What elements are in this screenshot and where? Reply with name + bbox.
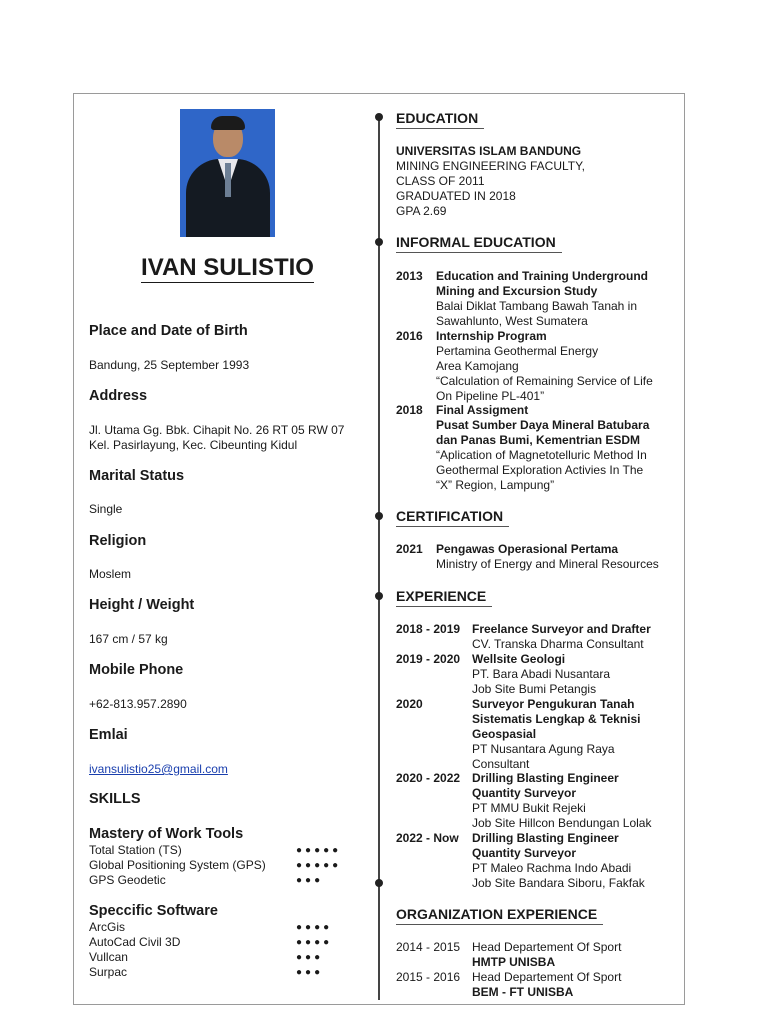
- candidate-name: IVAN SULISTIO: [141, 254, 314, 281]
- informal-title-line: Internship Program: [436, 329, 547, 343]
- experience-detail-line: Job Site Bumi Petangis: [472, 682, 597, 696]
- timeline-dot: [375, 113, 383, 121]
- informal-detail-line: Pertamina Geothermal Energy: [436, 344, 599, 358]
- timeline-dot: [375, 512, 383, 520]
- experience-period: 2022 - Now: [396, 831, 459, 845]
- informal-detail-line: Sawahlunto, West Sumatera: [436, 314, 588, 328]
- software-rating: ●●●●: [296, 922, 333, 933]
- experience-title-line: Sistematis Lengkap & Teknisi: [472, 712, 641, 726]
- birth-value: Bandung, 25 September 1993: [89, 358, 250, 372]
- organization-period: 2014 - 2015: [396, 940, 461, 954]
- certification-heading: CERTIFICATION: [396, 508, 509, 527]
- informal-title-line: Final Assigment: [436, 403, 529, 417]
- experience-detail-line: PT Maleo Rachma Indo Abadi: [472, 861, 632, 875]
- certification-year: 2021: [396, 542, 423, 556]
- informal-title-line: dan Panas Bumi, Kementrian ESDM: [436, 433, 641, 447]
- skill-rating: ●●●●●: [296, 860, 342, 871]
- software-rating: ●●●●: [296, 937, 333, 948]
- experience-detail-line: Consultant: [472, 757, 530, 771]
- timeline-dot: [375, 592, 383, 600]
- informal-title-line: Mining and Excursion Study: [436, 284, 598, 298]
- organization-role: Head Departement Of Sport: [472, 940, 622, 954]
- experience-detail-line: PT. Bara Abadi Nusantara: [472, 667, 611, 681]
- religion-value: Moslem: [89, 567, 132, 581]
- experience-title-line: Quantity Surveyor: [472, 786, 577, 800]
- height-weight-heading: Height / Weight: [89, 597, 195, 613]
- software-name: ArcGis: [89, 920, 125, 934]
- experience-period: 2020: [396, 697, 423, 711]
- skill-name: Global Positioning System (GPS): [89, 858, 266, 872]
- education-heading: EDUCATION: [396, 110, 484, 129]
- timeline-dot: [375, 238, 383, 246]
- skill-name: GPS Geodetic: [89, 873, 166, 887]
- experience-detail-line: Job Site Hillcon Bendungan Lolak: [472, 816, 652, 830]
- informal-title-line: Education and Training Underground: [436, 269, 648, 283]
- experience-detail-line: PT Nusantara Agung Raya: [472, 742, 615, 756]
- marital-value: Single: [89, 502, 123, 516]
- address-heading: Address: [89, 388, 148, 404]
- informal-year: 2013: [396, 269, 423, 283]
- experience-detail-line: Job Site Bandara Siboru, Fakfak: [472, 876, 645, 890]
- certification-name: Pengawas Operasional Pertama: [436, 542, 619, 556]
- tools-heading: Mastery of Work Tools: [89, 826, 244, 842]
- experience-title-line: Quantity Surveyor: [472, 846, 577, 860]
- experience-period: 2018 - 2019: [396, 622, 461, 636]
- organization-period: 2015 - 2016: [396, 970, 461, 984]
- skills-heading: SKILLS: [89, 791, 141, 807]
- informal-education-heading: INFORMAL EDUCATION: [396, 234, 562, 253]
- informal-detail-line: On Pipeline PL-401”: [436, 389, 545, 403]
- email-link[interactable]: ivansulistio25@gmail.com: [89, 762, 228, 776]
- experience-period: 2020 - 2022: [396, 771, 461, 785]
- marital-heading: Marital Status: [89, 468, 185, 484]
- organization-name: BEM - FT UNISBA: [472, 985, 574, 999]
- informal-year: 2018: [396, 403, 423, 417]
- organization-heading: ORGANIZATION EXPERIENCE: [396, 906, 603, 925]
- education-line: GPA 2.69: [396, 204, 447, 218]
- religion-heading: Religion: [89, 533, 147, 549]
- experience-title-line: Freelance Surveyor and Drafter: [472, 622, 651, 636]
- education-line: UNIVERSITAS ISLAM BANDUNG: [396, 144, 582, 158]
- skill-name: Total Station (TS): [89, 843, 182, 857]
- experience-title-line: Geospasial: [472, 727, 537, 741]
- certification-issuer: Ministry of Energy and Mineral Resources: [436, 557, 659, 571]
- informal-title-line: Pusat Sumber Daya Mineral Batubara: [436, 418, 650, 432]
- timeline-dot: [375, 879, 383, 887]
- address-line-2: Kel. Pasirlayung, Kec. Cibeunting Kidul: [89, 438, 298, 452]
- experience-detail-line: PT MMU Bukit Rejeki: [472, 801, 586, 815]
- informal-detail-line: Area Kamojang: [436, 359, 519, 373]
- phone-value: +62-813.957.2890: [89, 697, 187, 711]
- informal-detail-line: Balai Diklat Tambang Bawah Tanah in: [436, 299, 638, 313]
- phone-heading: Mobile Phone: [89, 662, 184, 678]
- software-heading: Speccific Software: [89, 903, 218, 919]
- software-name: Surpac: [89, 965, 128, 979]
- experience-heading: EXPERIENCE: [396, 588, 492, 607]
- informal-detail-line: “Aplication of Magnetotelluric Method In: [436, 448, 647, 462]
- education-line: MINING ENGINEERING FACULTY,: [396, 159, 585, 173]
- experience-period: 2019 - 2020: [396, 652, 461, 666]
- profile-photo: [180, 109, 275, 237]
- experience-title-line: Wellsite Geologi: [472, 652, 566, 666]
- software-rating: ●●●: [296, 952, 324, 963]
- skill-rating: ●●●: [296, 875, 324, 886]
- email-heading: Emlai: [89, 727, 128, 743]
- education-line: CLASS OF 2011: [396, 174, 485, 188]
- informal-detail-line: Geothermal Exploration Activies In The: [436, 463, 644, 477]
- software-rating: ●●●: [296, 967, 324, 978]
- timeline-line: [378, 114, 380, 1000]
- experience-title-line: Surveyor Pengukuran Tanah: [472, 697, 635, 711]
- experience-title-line: Drilling Blasting Engineer: [472, 831, 619, 845]
- informal-detail-line: “X” Region, Lampung”: [436, 478, 555, 492]
- organization-role: Head Departement Of Sport: [472, 970, 622, 984]
- birth-heading: Place and Date of Birth: [89, 323, 248, 339]
- experience-detail-line: CV. Transka Dharma Consultant: [472, 637, 644, 651]
- skill-rating: ●●●●●: [296, 845, 342, 856]
- software-name: Vullcan: [89, 950, 128, 964]
- software-name: AutoCad Civil 3D: [89, 935, 181, 949]
- informal-detail-line: “Calculation of Remaining Service of Life: [436, 374, 653, 388]
- address-line-1: Jl. Utama Gg. Bbk. Cihapit No. 26 RT 05 RW 07: [89, 423, 345, 437]
- informal-year: 2016: [396, 329, 423, 343]
- education-line: GRADUATED IN 2018: [396, 189, 516, 203]
- organization-name: HMTP UNISBA: [472, 955, 556, 969]
- experience-title-line: Drilling Blasting Engineer: [472, 771, 619, 785]
- height-weight-value: 167 cm / 57 kg: [89, 632, 168, 646]
